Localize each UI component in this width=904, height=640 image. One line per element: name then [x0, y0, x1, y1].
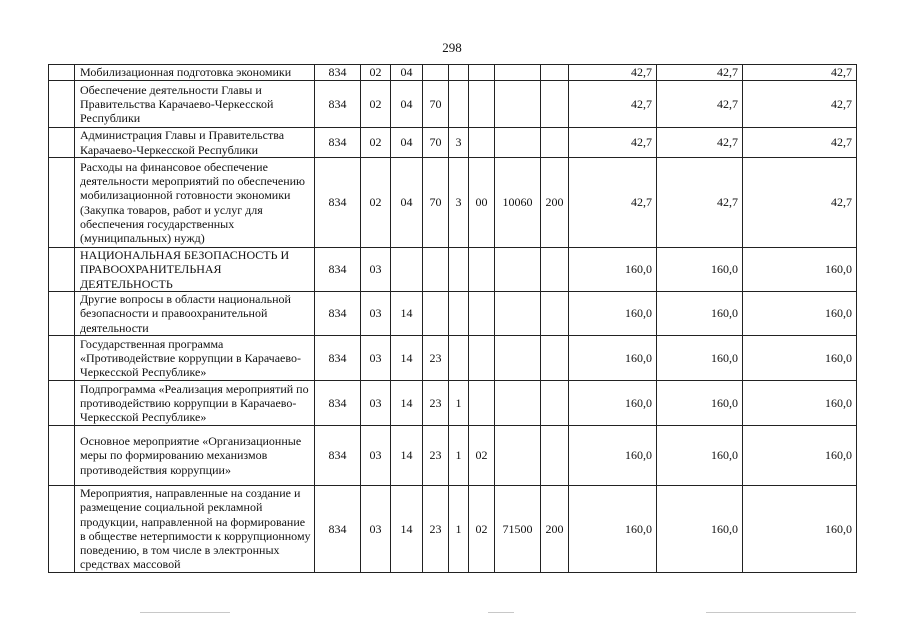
code-cell-c7: [495, 65, 541, 81]
amount-cell-v2: 160,0: [657, 248, 743, 292]
item-name-cell: Подпрограмма «Реализация мероприятий по противодействию коррупции в Карачаево-Черкесской Республике»: [75, 381, 315, 426]
table-row: [49, 81, 857, 128]
code-cell-c3: 14: [391, 292, 423, 336]
table-row: [49, 65, 857, 81]
amount-cell-v3: 42,7: [743, 128, 857, 158]
amount-cell-v1: 160,0: [569, 426, 657, 486]
item-name-cell: Мобилизационная подготовка экономики: [75, 65, 315, 81]
amount-cell-v1: 160,0: [569, 248, 657, 292]
amount-cell-v1: 160,0: [569, 486, 657, 573]
code-cell-c8: [541, 65, 569, 81]
footer-rule: [706, 612, 856, 613]
amount-cell-v2: 160,0: [657, 336, 743, 381]
amount-cell-v3: 42,7: [743, 158, 857, 248]
code-cell-c2: 03: [361, 381, 391, 426]
code-cell-c1: 834: [315, 128, 361, 158]
amount-cell-v2: 42,7: [657, 81, 743, 128]
amount-cell-v3: 160,0: [743, 486, 857, 573]
code-cell-c7: 10060: [495, 158, 541, 248]
row-index-cell: [49, 65, 75, 81]
code-cell-c2: 02: [361, 158, 391, 248]
code-cell-c8: 200: [541, 158, 569, 248]
code-cell-c8: [541, 292, 569, 336]
code-cell-c4: 23: [423, 486, 449, 573]
item-name-cell: НАЦИОНАЛЬНАЯ БЕЗОПАСНОСТЬ И ПРАВООХРАНИТЕЛЬНАЯ ДЕЯТЕЛЬНОСТЬ: [75, 248, 315, 292]
row-index-cell: [49, 336, 75, 381]
code-cell-c4: 23: [423, 381, 449, 426]
amount-cell-v3: 42,7: [743, 65, 857, 81]
table-row: [49, 248, 857, 292]
code-cell-c2: 02: [361, 65, 391, 81]
amount-cell-v2: 160,0: [657, 426, 743, 486]
code-cell-c1: 834: [315, 248, 361, 292]
code-cell-c6: [469, 248, 495, 292]
code-cell-c8: [541, 248, 569, 292]
budget-table: [48, 64, 857, 573]
code-cell-c3: 04: [391, 65, 423, 81]
code-cell-c3: 04: [391, 158, 423, 248]
code-cell-c4: 70: [423, 128, 449, 158]
table-row: [49, 336, 857, 381]
amount-cell-v3: 160,0: [743, 336, 857, 381]
row-index-cell: [49, 81, 75, 128]
item-name-cell: Администрация Главы и Правительства Карачаево-Черкесской Республики: [75, 128, 315, 158]
amount-cell-v1: 42,7: [569, 158, 657, 248]
code-cell-c6: [469, 81, 495, 128]
code-cell-c2: 03: [361, 426, 391, 486]
code-cell-c5: 3: [449, 158, 469, 248]
table-row: [49, 486, 857, 573]
code-cell-c3: 14: [391, 426, 423, 486]
code-cell-c7: [495, 381, 541, 426]
amount-cell-v1: 160,0: [569, 336, 657, 381]
code-cell-c4: [423, 292, 449, 336]
page-number: 298: [442, 40, 462, 55]
row-index-cell: [49, 292, 75, 336]
code-cell-c1: 834: [315, 426, 361, 486]
code-cell-c3: 14: [391, 486, 423, 573]
footer-rule: [488, 612, 514, 613]
amount-cell-v2: 42,7: [657, 128, 743, 158]
code-cell-c2: 02: [361, 128, 391, 158]
table-body: [49, 65, 857, 573]
code-cell-c5: 1: [449, 486, 469, 573]
code-cell-c5: [449, 336, 469, 381]
amount-cell-v1: 42,7: [569, 128, 657, 158]
code-cell-c7: [495, 248, 541, 292]
item-name-cell: Обеспечение деятельности Главы и Правительства Карачаево-Черкесской Республики: [75, 81, 315, 128]
code-cell-c6: 02: [469, 426, 495, 486]
code-cell-c3: 14: [391, 381, 423, 426]
code-cell-c3: 04: [391, 128, 423, 158]
code-cell-c4: [423, 65, 449, 81]
row-index-cell: [49, 128, 75, 158]
code-cell-c5: 1: [449, 426, 469, 486]
code-cell-c7: [495, 292, 541, 336]
code-cell-c1: 834: [315, 336, 361, 381]
code-cell-c5: [449, 65, 469, 81]
amount-cell-v2: 42,7: [657, 158, 743, 248]
item-name-cell: Государственная программа «Противодействие коррупции в Карачаево-Черкесской Республике»: [75, 336, 315, 381]
row-index-cell: [49, 426, 75, 486]
code-cell-c1: 834: [315, 81, 361, 128]
code-cell-c8: [541, 81, 569, 128]
item-name-cell: Мероприятия, направленные на создание и размещение социальной рекламной продукции, направленной на формирование в обществе нетерпимости к коррупционному поведению, в том числе в электронных средствах массовой: [75, 486, 315, 573]
table-row: [49, 381, 857, 426]
code-cell-c4: [423, 248, 449, 292]
amount-cell-v3: 160,0: [743, 381, 857, 426]
code-cell-c8: [541, 426, 569, 486]
code-cell-c4: 23: [423, 426, 449, 486]
code-cell-c5: 1: [449, 381, 469, 426]
amount-cell-v3: 160,0: [743, 292, 857, 336]
code-cell-c7: [495, 336, 541, 381]
amount-cell-v3: 160,0: [743, 426, 857, 486]
code-cell-c5: [449, 292, 469, 336]
code-cell-c6: [469, 65, 495, 81]
code-cell-c2: 03: [361, 248, 391, 292]
code-cell-c5: [449, 81, 469, 128]
code-cell-c7: [495, 128, 541, 158]
code-cell-c1: 834: [315, 381, 361, 426]
amount-cell-v1: 42,7: [569, 65, 657, 81]
code-cell-c3: 04: [391, 81, 423, 128]
table-row: [49, 158, 857, 248]
code-cell-c2: 03: [361, 486, 391, 573]
code-cell-c6: [469, 128, 495, 158]
amount-cell-v2: 160,0: [657, 381, 743, 426]
code-cell-c1: 834: [315, 65, 361, 81]
footer-rule: [140, 612, 230, 613]
code-cell-c2: 03: [361, 292, 391, 336]
row-index-cell: [49, 248, 75, 292]
amount-cell-v1: 160,0: [569, 381, 657, 426]
table-row: [49, 292, 857, 336]
code-cell-c8: [541, 381, 569, 426]
code-cell-c2: 03: [361, 336, 391, 381]
code-cell-c4: 70: [423, 158, 449, 248]
code-cell-c8: [541, 128, 569, 158]
code-cell-c3: 14: [391, 336, 423, 381]
code-cell-c6: [469, 292, 495, 336]
code-cell-c6: [469, 336, 495, 381]
amount-cell-v2: 160,0: [657, 292, 743, 336]
code-cell-c1: 834: [315, 158, 361, 248]
row-index-cell: [49, 381, 75, 426]
amount-cell-v2: 160,0: [657, 486, 743, 573]
item-name-cell: Основное мероприятие «Организационные меры по формированию механизмов противодействия коррупции»: [75, 426, 315, 486]
code-cell-c1: 834: [315, 486, 361, 573]
code-cell-c3: [391, 248, 423, 292]
code-cell-c5: [449, 248, 469, 292]
code-cell-c5: 3: [449, 128, 469, 158]
code-cell-c8: 200: [541, 486, 569, 573]
row-index-cell: [49, 486, 75, 573]
table-row: [49, 128, 857, 158]
code-cell-c7: 71500: [495, 486, 541, 573]
amount-cell-v3: 42,7: [743, 81, 857, 128]
item-name-cell: Расходы на финансовое обеспечение деятельности мероприятий по обеспечению мобилизационной готовности экономики (Закупка товаров, работ и услуг для обеспечения государственных (муниципальных) нужд): [75, 158, 315, 248]
amount-cell-v2: 42,7: [657, 65, 743, 81]
code-cell-c7: [495, 81, 541, 128]
code-cell-c4: 23: [423, 336, 449, 381]
amount-cell-v3: 160,0: [743, 248, 857, 292]
amount-cell-v1: 160,0: [569, 292, 657, 336]
code-cell-c4: 70: [423, 81, 449, 128]
code-cell-c8: [541, 336, 569, 381]
code-cell-c1: 834: [315, 292, 361, 336]
amount-cell-v1: 42,7: [569, 81, 657, 128]
row-index-cell: [49, 158, 75, 248]
code-cell-c7: [495, 426, 541, 486]
code-cell-c6: 02: [469, 486, 495, 573]
code-cell-c2: 02: [361, 81, 391, 128]
code-cell-c6: [469, 381, 495, 426]
code-cell-c6: 00: [469, 158, 495, 248]
table-row: [49, 426, 857, 486]
item-name-cell: Другие вопросы в области национальной безопасности и правоохранительной деятельности: [75, 292, 315, 336]
